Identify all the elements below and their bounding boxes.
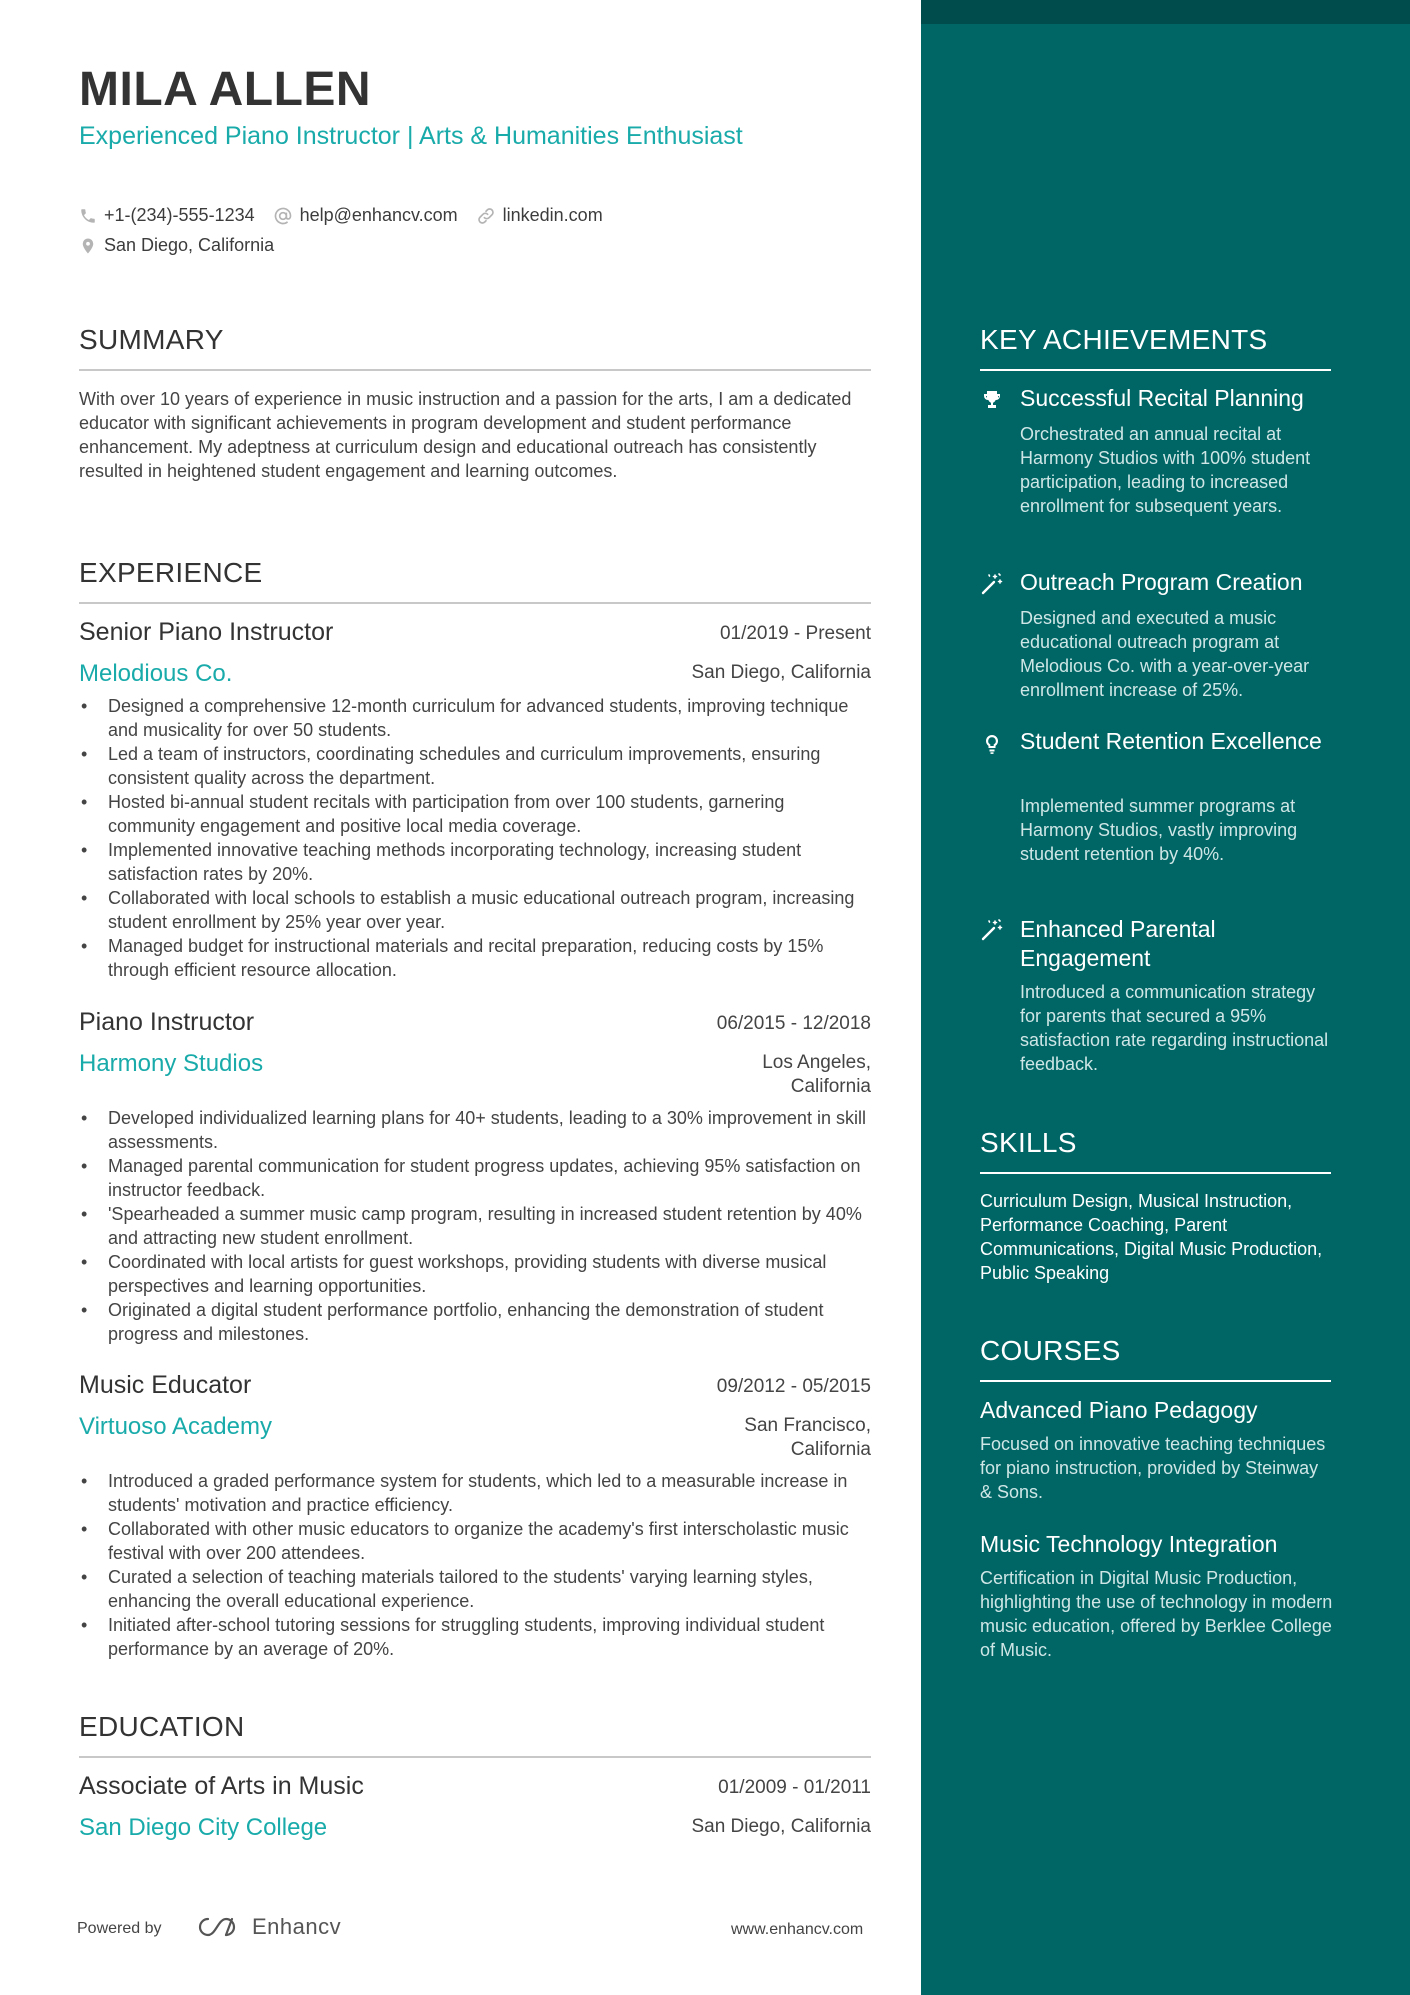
course-title: Music Technology Integration bbox=[980, 1531, 1278, 1557]
lightbulb-icon bbox=[980, 732, 1004, 756]
website-text: linkedin.com bbox=[502, 205, 603, 225]
candidate-title: Experienced Piano Instructor | Arts & Humanities Enthusiast bbox=[79, 122, 743, 150]
achievements-divider bbox=[980, 369, 1331, 371]
job-bullets bbox=[79, 1469, 871, 1661]
enhancv-logo-text: Enhancv bbox=[252, 1914, 342, 1939]
email-text: help@enhancv.com bbox=[299, 205, 458, 225]
job-dates: 09/2012 - 05/2015 bbox=[716, 1376, 871, 1397]
phone-icon bbox=[79, 207, 97, 225]
education-heading: EDUCATION bbox=[79, 1711, 245, 1742]
skills-divider bbox=[980, 1172, 1331, 1174]
achievements-heading: KEY ACHIEVEMENTS bbox=[980, 324, 1268, 355]
phone-contact[interactable] bbox=[79, 205, 255, 226]
footer-url[interactable]: www.enhancv.com bbox=[731, 1921, 864, 1938]
job-location: San Francisco, California bbox=[744, 1415, 871, 1460]
location-contact bbox=[79, 235, 274, 256]
job-title: Music Educator bbox=[79, 1371, 252, 1399]
bullet-item: • Coordinated with local artists for guest workshops, providing students with diverse musical perspectives and learning opportunities. bbox=[79, 1250, 871, 1298]
bullet-item: • Hosted bi-annual student recitals with participation from over 100 students, garnering community engagement and positive local media coverage. bbox=[79, 790, 871, 838]
bullet-item: • Managed budget for instructional materials and recital preparation, reducing costs by 15% through efficient resource allocation. bbox=[79, 934, 871, 982]
education-dates: 01/2009 - 01/2011 bbox=[718, 1777, 871, 1798]
achievement-desc: Introduced a communication strategy for parents that secured a 95% satisfaction rate regarding instructional feedback. bbox=[1020, 982, 1329, 1074]
school-location: San Diego, California bbox=[691, 1816, 871, 1837]
experience-heading: EXPERIENCE bbox=[79, 557, 263, 588]
sidebar-top-band bbox=[921, 0, 1410, 24]
bullet-item: • Designed a comprehensive 12-month curriculum for advanced students, improving technique and musicality for over 50 students. bbox=[79, 694, 871, 742]
job-location: San Diego, California bbox=[691, 662, 871, 683]
email-contact[interactable] bbox=[273, 205, 458, 226]
job-title: Senior Piano Instructor bbox=[79, 618, 334, 646]
magic-wand-icon bbox=[980, 572, 1004, 596]
job-bullets bbox=[79, 694, 871, 982]
link-icon bbox=[476, 206, 496, 226]
course-desc: Certification in Digital Music Production, highlighting the use of technology in modern music education, offered by Berklee College of Music. bbox=[980, 1568, 1333, 1660]
at-sign-icon bbox=[273, 206, 293, 226]
achievement-title: Enhanced Parental Engagement bbox=[1020, 916, 1216, 971]
job-location: Los Angeles, California bbox=[762, 1052, 871, 1097]
candidate-name: MILA ALLEN bbox=[79, 63, 372, 116]
job-dates: 01/2019 - Present bbox=[719, 623, 871, 644]
bullet-item: • Initiated after-school tutoring sessions for struggling students, improving individual student performance by an average of 20%. bbox=[79, 1613, 871, 1661]
bullet-item: • Curated a selection of teaching materials tailored to the students' varying learning styles, enhancing the overall educational experience. bbox=[79, 1565, 871, 1613]
bullet-item: • Collaborated with local schools to establish a music educational outreach program, increasing student enrollment by 25% year over year. bbox=[79, 886, 871, 934]
bullet-item: • Led a team of instructors, coordinating schedules and curriculum improvements, ensuring consistent quality across the department. bbox=[79, 742, 871, 790]
achievement-desc: Orchestrated an annual recital at Harmony Studios with 100% student participation, leading to increased enrollment for subsequent years. bbox=[1020, 424, 1311, 516]
degree-title: Associate of Arts in Music bbox=[79, 1772, 364, 1800]
summary-divider bbox=[79, 369, 871, 371]
enhancv-logo[interactable] bbox=[196, 1914, 341, 1940]
courses-divider bbox=[980, 1380, 1331, 1382]
summary-text: With over 10 years of experience in music instruction and a passion for the arts, I am a dedicated educator with significant achievements in program development and student performance enhancement. My adeptness at curriculum design and educational outreach has consistently resulted in heightened student engagement and learning outcomes. bbox=[79, 389, 852, 481]
job-dates: 06/2015 - 12/2018 bbox=[716, 1013, 871, 1034]
bullet-item: • Developed individualized learning plans for 40+ students, leading to a 30% improvement in skill assessments. bbox=[79, 1106, 871, 1154]
achievement-title: Outreach Program Creation bbox=[1020, 569, 1303, 595]
achievement-title: Student Retention Excellence bbox=[1020, 728, 1322, 754]
bullet-item: • Introduced a graded performance system for students, which led to a measurable increase in students' motivation and practice efficiency. bbox=[79, 1469, 871, 1517]
job-bullets bbox=[79, 1106, 871, 1346]
skills-text: Curriculum Design, Musical Instruction, Performance Coaching, Parent Communications, Digital Music Production, Public Speaking bbox=[980, 1191, 1323, 1283]
achievement-desc: Implemented summer programs at Harmony Studios, vastly improving student retention by 40%. bbox=[1020, 796, 1298, 864]
achievement-title: Successful Recital Planning bbox=[1020, 385, 1304, 411]
course-desc: Focused on innovative teaching techniques for piano instruction, provided by Steinway & Sons. bbox=[980, 1434, 1326, 1502]
location-row bbox=[79, 235, 292, 256]
course-title: Advanced Piano Pedagogy bbox=[980, 1397, 1258, 1423]
map-pin-icon bbox=[79, 236, 97, 256]
enhancv-logo-icon bbox=[196, 1915, 242, 1939]
summary-heading: SUMMARY bbox=[79, 324, 224, 355]
magic-wand-icon bbox=[980, 918, 1004, 942]
company-name: Melodious Co. bbox=[79, 660, 233, 687]
company-name: Harmony Studios bbox=[79, 1050, 264, 1077]
bullet-item: • 'Spearheaded a summer music camp program, resulting in increased student retention by 40% and attracting new student enrollment. bbox=[79, 1202, 871, 1250]
experience-divider bbox=[79, 602, 871, 604]
school-name: San Diego City College bbox=[79, 1814, 328, 1841]
bullet-item: • Originated a digital student performance portfolio, enhancing the demonstration of student progress and milestones. bbox=[79, 1298, 871, 1346]
education-divider bbox=[79, 1756, 871, 1758]
bullet-item: • Collaborated with other music educators to organize the academy's first interscholastic music festival with over 200 attendees. bbox=[79, 1517, 871, 1565]
powered-by-text: Powered by bbox=[77, 1920, 162, 1937]
phone-text: +1-(234)-555-1234 bbox=[104, 205, 255, 225]
bullet-item: • Implemented innovative teaching methods incorporating technology, increasing student satisfaction rates by 20%. bbox=[79, 838, 871, 886]
website-contact[interactable] bbox=[476, 205, 603, 226]
trophy-icon bbox=[980, 388, 1004, 412]
courses-heading: COURSES bbox=[980, 1335, 1121, 1366]
skills-heading: SKILLS bbox=[980, 1127, 1077, 1158]
contact-row bbox=[79, 205, 621, 226]
achievement-desc: Designed and executed a music educational outreach program at Melodious Co. with a year-over-year enrollment increase of 25%. bbox=[1020, 608, 1310, 700]
company-name: Virtuoso Academy bbox=[79, 1413, 272, 1440]
sidebar bbox=[921, 0, 1410, 1995]
location-text: San Diego, California bbox=[104, 235, 275, 255]
bullet-item: • Managed parental communication for student progress updates, achieving 95% satisfaction on instructor feedback. bbox=[79, 1154, 871, 1202]
job-title: Piano Instructor bbox=[79, 1008, 255, 1036]
